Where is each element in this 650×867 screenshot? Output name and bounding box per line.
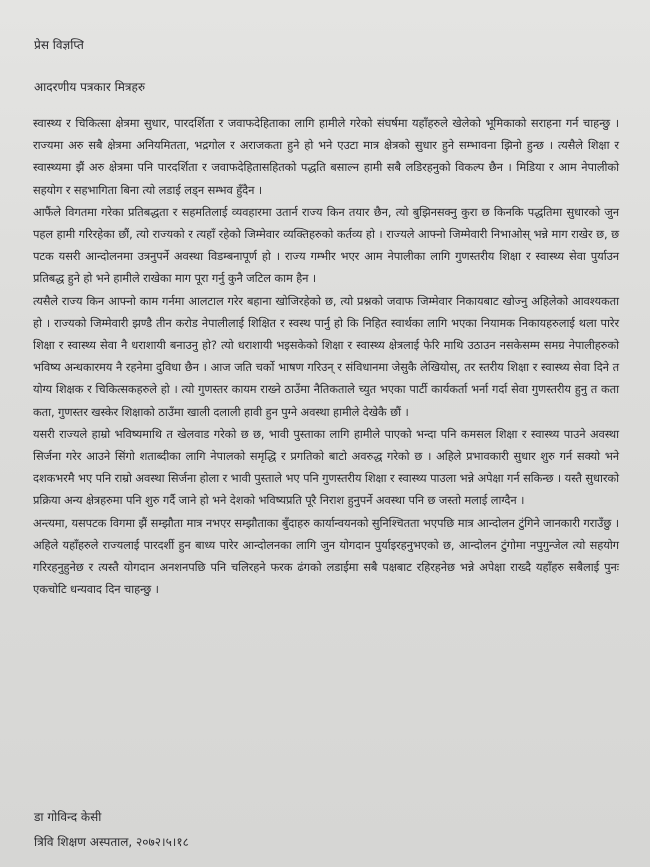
- paragraph-4: यसरी राज्यले हाम्रो भविष्यमाथि त खेलवाड गरेको छ छ, भावी पुस्ताका लागि हामीले पाएको भन्दा पनि कमसल शिक्षा र स्वास्थ्य पाउने अवस्था सिर्जना गरेर आउने सिंगो शताब्दीका लागि नेपालको समृद्धि र प्रगतिको बाटो अवरुद्ध गरेको छ । अहिले प्रभावकारी सुधार शुरु गर्न सक्यो भने दशकभरमै भए पनि राम्रो अवस्था सिर्जना होला र भावी पुस्ताले भए पनि गुणस्तरीय शिक्षा र स्वास्थ्य पाउला भन्ने अपेक्षा गर्न सकिन्छ । यस्तै सुधारको प्रक्रिया अन्य क्षेत्रहरुमा पनि शुरु गर्दै जाने हो भने देशको भविष्यप्रति पूरै निराश हुनुपर्ने अवस्था पनि छ जस्तो मलाई लाग्दैन ।: [33, 426, 619, 508]
- signature-name: डा गोविन्द केसी: [34, 810, 102, 824]
- paragraph-3: त्यसैले राज्य किन आफ्नो काम गर्नमा आलटाल गरेर बहाना खोजिरहेको छ, त्यो प्रश्नको जवाफ जिम्मेवार निकायबाट खोज्नु अहिलेको आवश्यकता हो । राज्यको जिम्मेवारी झण्डै तीन करोड नेपालीलाई शिक्षित र स्वस्थ पार्नु हो कि निहित स्वार्थका लागि भएका नियामक निकायहरुलाई थला पारेर शिक्षा र स्वास्थ्य सेवा नै धराशायी बनाउनु हो? त्यो धराशायी भइसकेको शिक्षा र स्वास्थ्य क्षेत्रलाई फेरि माथि उठाउन नसकेसम्म समग्र नेपालीहरुको भविष्य अन्धकारमय नै रहनेमा दुविधा छैन । आज जति चर्को भाषण गरिउन् र संविधानमा जेसुकै लेखियोस्, तर स्तरीय शिक्षा र स्वास्थ्य सेवा दिने त योग्य शिक्षक र चिकित्सकहरुले हो । त्यो गुणस्तर कायम राख्ने ठाउँमा नैतिकताले च्युत भएका पार्टी कार्यकर्ता भर्ना गर्दा सेवा गुणस्तरीय हुनु त कता कता, गुणस्तर खस्केर शिक्षाको ठाउँमा खाली दलाली हावी हुन पुग्ने अवस्था हामीले देखेकै छौं ।: [33, 293, 619, 419]
- paragraph-5: अन्त्यमा, यसपटक विगमा झैं सम्झौता मात्र नभएर सम्झौताका बुँदाहरु कार्यान्वयनको सुनिश्चितता भएपछि मात्र आन्दोलन टुंगिने जानकारी गराउँछु । अहिले यहाँहरुले राज्यलाई पारदर्शी हुन बाध्य पारेर आन्दोलनका लागि जुन योगदान पुर्याइरहनुभएको छ, आन्दोलन टुंगोमा नपुगुन्जेल त्यो सहयोग गरिरहनुहुनेछ र त्यस्तै योगदान अनशनपछि पनि चलिरहने फरक ढंगको लडाईमा सबै पक्षबाट रहिरहनेछ भन्ने अपेक्षा राख्दै यहाँहरु सबैलाई पुनः एकचोटि धन्यवाद दिन चाहन्छु ।: [33, 515, 619, 597]
- salutation: आदरणीय पत्रकार मित्रहरु: [34, 80, 146, 94]
- body-text: [33, 112, 619, 600]
- paragraph-1: स्वास्थ्य र चिकित्सा क्षेत्रमा सुधार, पारदर्शिता र जवाफदेहिताका लागि हामीले गरेको संघर्षमा यहाँहरुले खेलेको भूमिकाको सराहना गर्न चाहन्छु । राज्यमा अरु सबै क्षेत्रमा अनियमितता, भद्रगोल र अराजकता हुने हो भने एउटा मात्र क्षेत्रको सुधार हुने सम्भावना झिनो हुन्छ । त्यसैले शिक्षा र स्वास्थ्यमा झैं अरु क्षेत्रमा पनि पारदर्शिता र जवाफदेहितासहितको पद्धति बसाल्न हामी सबै लडिरहनुको विकल्प छैन । मिडिया र आम नेपालीको सहयोग र सहभागिता बिना त्यो लडाई लड्न सम्भव हुँदैन ।: [33, 116, 619, 197]
- document-title: प्रेस विज्ञप्ति: [34, 38, 84, 52]
- signature-org-date: त्रिवि शिक्षण अस्पताल, २०७२।५।१८: [34, 835, 189, 849]
- paragraph-2: आफैंले विगतमा गरेका प्रतिबद्धता र सहमतिलाई व्यवहारमा उतार्न राज्य किन तयार छैन, त्यो बुझिनसक्नु कुरा छ किनकि पद्धतिमा सुधारको जुन पहल हामी गरिरहेका छौं, त्यो राज्यको र त्यहाँ रहेको जिम्मेवार व्यक्तिहरुको कर्तव्य हो । राज्यले आफ्नो जिम्मेवारी निभाओस् भन्ने माग राखेर छ, छ पटक यसरी आन्दोलनमा उत्रनुपर्ने अवस्था विडम्बनापूर्ण हो । राज्य गम्भीर भएर आम नेपालीका लागि गुणस्तरीय शिक्षा र स्वास्थ्य सेवा पुर्याउन प्रतिबद्ध हुने हो भने हामीले राखेका माग पूरा गर्नु कुनै जटिल काम हैन ।: [33, 204, 619, 286]
